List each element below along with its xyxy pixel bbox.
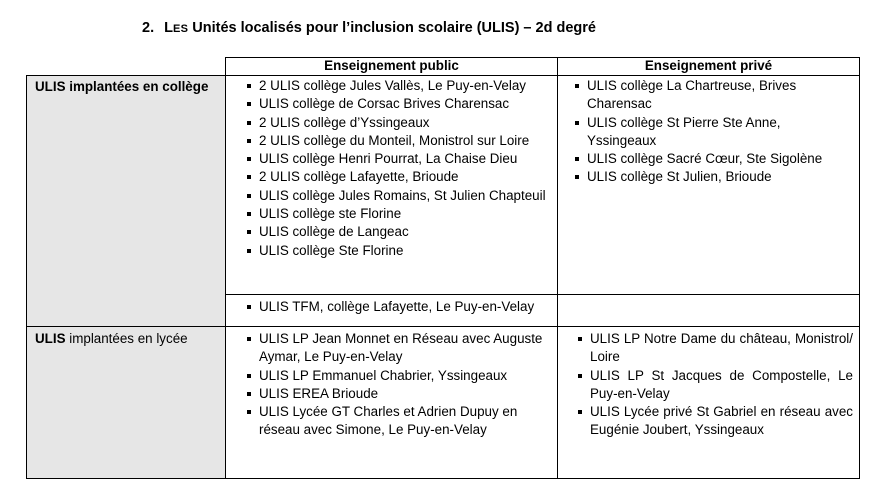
list-item: ULIS LP St Jacques de Compostelle, Le Puy-en-Velay bbox=[578, 367, 853, 404]
list-item: ULIS Lycée privé St Gabriel en réseau avec Eugénie Joubert, Yssingeaux bbox=[578, 403, 853, 440]
list-item: ULIS collège La Chartreuse, Brives Charensac bbox=[575, 77, 853, 114]
list-item: ULIS collège Sacré Cœur, Ste Sigolène bbox=[575, 150, 853, 168]
list-item: ULIS LP Emmanuel Chabrier, Yssingeaux bbox=[247, 367, 551, 385]
lycee-public-list bbox=[226, 327, 557, 446]
section-heading bbox=[142, 20, 596, 36]
college-public-list bbox=[226, 76, 557, 266]
section-title-initial: L bbox=[164, 20, 173, 36]
tfm-public-list bbox=[226, 295, 557, 322]
cell-college-private bbox=[558, 76, 860, 295]
column-header-private: Enseignement privé bbox=[558, 58, 860, 76]
lycee-private-list bbox=[558, 327, 859, 446]
table-header-row bbox=[27, 58, 860, 76]
row-label-college bbox=[27, 76, 226, 327]
row-label-college-text: ULIS implantées en collège bbox=[35, 79, 209, 94]
cell-tfm-public bbox=[226, 295, 558, 327]
list-item: 2 ULIS collège Lafayette, Brioude bbox=[247, 168, 551, 186]
table-row-college bbox=[27, 76, 860, 295]
college-private-list bbox=[558, 76, 859, 193]
list-item: ULIS collège Henri Pourrat, La Chaise Dieu bbox=[247, 150, 551, 168]
table-row-lycee bbox=[27, 327, 860, 479]
row-label-lycee-bold: ULIS bbox=[35, 331, 66, 346]
cell-lycee-private bbox=[558, 327, 860, 479]
cell-college-public bbox=[226, 76, 558, 295]
cell-lycee-public bbox=[226, 327, 558, 479]
list-item: 2 ULIS collège du Monteil, Monistrol sur Loire bbox=[247, 132, 551, 150]
column-header-public: Enseignement public bbox=[226, 58, 558, 76]
list-item: 2 ULIS collège d’Yssingeaux bbox=[247, 114, 551, 132]
section-title-smallcaps: ES bbox=[172, 23, 189, 35]
list-item: ULIS collège St Pierre Ste Anne, Yssingeaux bbox=[575, 114, 853, 151]
list-item: ULIS EREA Brioude bbox=[247, 385, 551, 403]
section-title: Unités localisés pour l’inclusion scolaire (ULIS) – 2d degré bbox=[188, 20, 596, 36]
list-item: ULIS collège St Julien, Brioude bbox=[575, 168, 853, 186]
row-label-lycee bbox=[27, 327, 226, 479]
cell-tfm-private bbox=[558, 295, 860, 327]
header-empty-cell bbox=[27, 58, 226, 76]
list-item: ULIS TFM, collège Lafayette, Le Puy-en-Velay bbox=[247, 298, 551, 316]
list-item: ULIS collège de Corsac Brives Charensac bbox=[247, 95, 551, 113]
list-item: ULIS collège ste Florine bbox=[247, 205, 551, 223]
list-item: 2 ULIS collège Jules Vallès, Le Puy-en-Velay bbox=[247, 77, 551, 95]
list-item: ULIS Lycée GT Charles et Adrien Dupuy en réseau avec Simone, Le Puy-en-Velay bbox=[247, 403, 551, 440]
section-number: 2. bbox=[142, 20, 155, 36]
list-item: ULIS LP Notre Dame du château, Monistrol/ Loire bbox=[578, 330, 853, 367]
list-item: ULIS LP Jean Monnet en Réseau avec Auguste Aymar, Le Puy-en-Velay bbox=[247, 330, 551, 367]
list-item: ULIS collège de Langeac bbox=[247, 223, 551, 241]
list-item: ULIS collège Jules Romains, St Julien Chapteuil bbox=[247, 187, 551, 205]
ulis-table bbox=[26, 57, 860, 479]
list-item: ULIS collège Ste Florine bbox=[247, 242, 551, 260]
row-label-lycee-text: implantées en lycée bbox=[65, 331, 188, 346]
